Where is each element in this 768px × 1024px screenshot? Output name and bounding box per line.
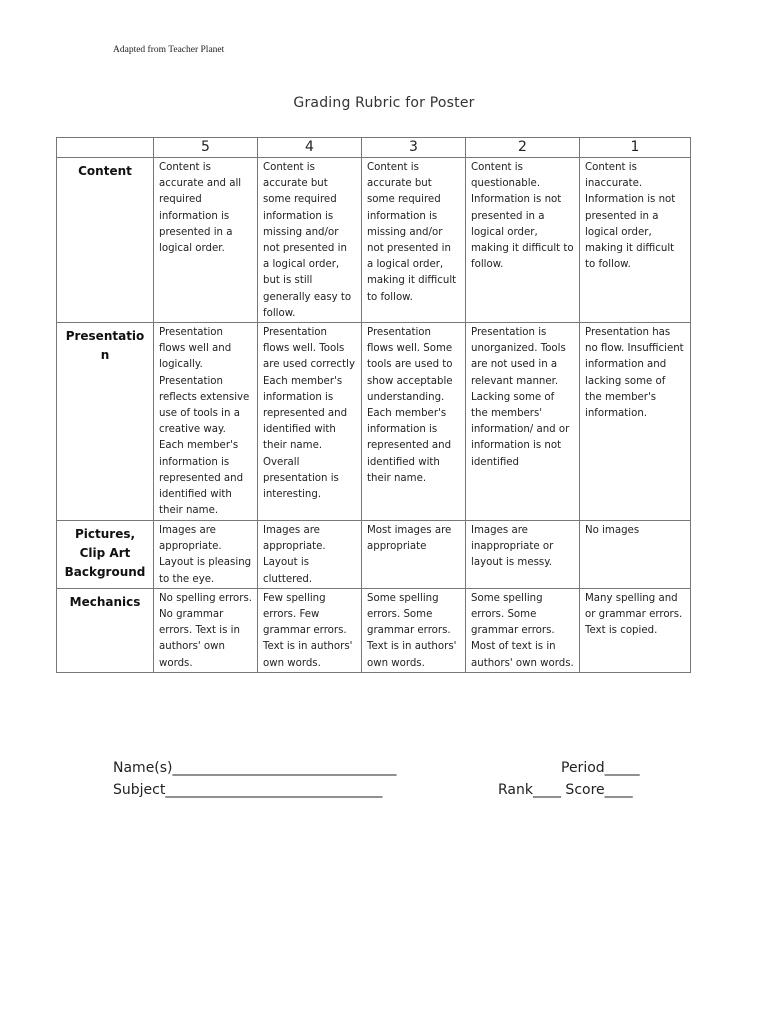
table-cell: Images are inappropriate or layout is messy. (466, 521, 580, 589)
table-cell: Content is accurate but some required information is missing and/or not presented in a logical order, but is still generally easy to follow. (258, 158, 362, 323)
table-cell: Content is questionable. Information is not presented in a logical order, making it difficult to follow. (466, 158, 580, 323)
table-cell: No spelling errors. No grammar errors. Text is in authors' own words. (154, 588, 258, 672)
rubric-table (56, 137, 691, 673)
name-field: Name(s)________________________________ (113, 760, 397, 776)
table-cell: Many spelling and or grammar errors. Text is copied. (580, 588, 691, 672)
table-row (57, 158, 691, 323)
table-cell: Some spelling errors. Some grammar errors. Text is in authors' own words. (362, 588, 466, 672)
table-cell: Content is accurate but some required information is missing and/or not presented in a logical order, making it difficult to follow. (362, 158, 466, 323)
row-label-content: Content (57, 158, 154, 323)
page-title: Grading Rubric for Poster (293, 95, 475, 111)
column-header-4: 4 (258, 138, 362, 158)
table-row (57, 588, 691, 672)
subject-field: Subject_______________________________ (113, 782, 383, 798)
table-cell: Content is inaccurate. Information is not presented in a logical order, making it difficult to follow. (580, 158, 691, 323)
row-label-presentation: Presentation (57, 323, 154, 521)
table-cell: Presentation flows well and logically. Presentation reflects extensive use of tools in a creative way. Each member's information is represented and identified with their name. (154, 323, 258, 521)
column-header-5: 5 (154, 138, 258, 158)
table-cell: Presentation has no flow. Insufficient information and lacking some of the member's information. (580, 323, 691, 521)
period-field: Period_____ (561, 760, 640, 776)
table-cell: Some spelling errors. Some grammar errors. Most of text is in authors' own words. (466, 588, 580, 672)
table-cell: Presentation flows well. Some tools are used to show acceptable understanding. Each member's information is represented and identified with their name. (362, 323, 466, 521)
table-cell: Content is accurate and all required information is presented in a logical order. (154, 158, 258, 323)
row-label-pictures: Pictures, Clip Art Background (57, 521, 154, 589)
column-header-blank (57, 138, 154, 158)
table-row (57, 521, 691, 589)
source-note: Adapted from Teacher Planet (113, 45, 225, 55)
table-cell: Images are appropriate. Layout is pleasing to the eye. (154, 521, 258, 589)
rank-score-field: Rank____ Score____ (498, 782, 633, 798)
table-cell: Images are appropriate. Layout is cluttered. (258, 521, 362, 589)
table-row (57, 323, 691, 521)
column-header-1: 1 (580, 138, 691, 158)
table-cell: No images (580, 521, 691, 589)
header-row (57, 138, 691, 158)
table-cell: Presentation flows well. Tools are used correctly Each member's information is represented and identified with their name. Overall presentation is interesting. (258, 323, 362, 521)
column-header-2: 2 (466, 138, 580, 158)
table-cell: Presentation is unorganized. Tools are not used in a relevant manner. Lacking some of the members' information/ and or information is not identified (466, 323, 580, 521)
table-cell: Few spelling errors. Few grammar errors. Text is in authors' own words. (258, 588, 362, 672)
column-header-3: 3 (362, 138, 466, 158)
table-cell: Most images are appropriate (362, 521, 466, 589)
row-label-mechanics: Mechanics (57, 588, 154, 672)
